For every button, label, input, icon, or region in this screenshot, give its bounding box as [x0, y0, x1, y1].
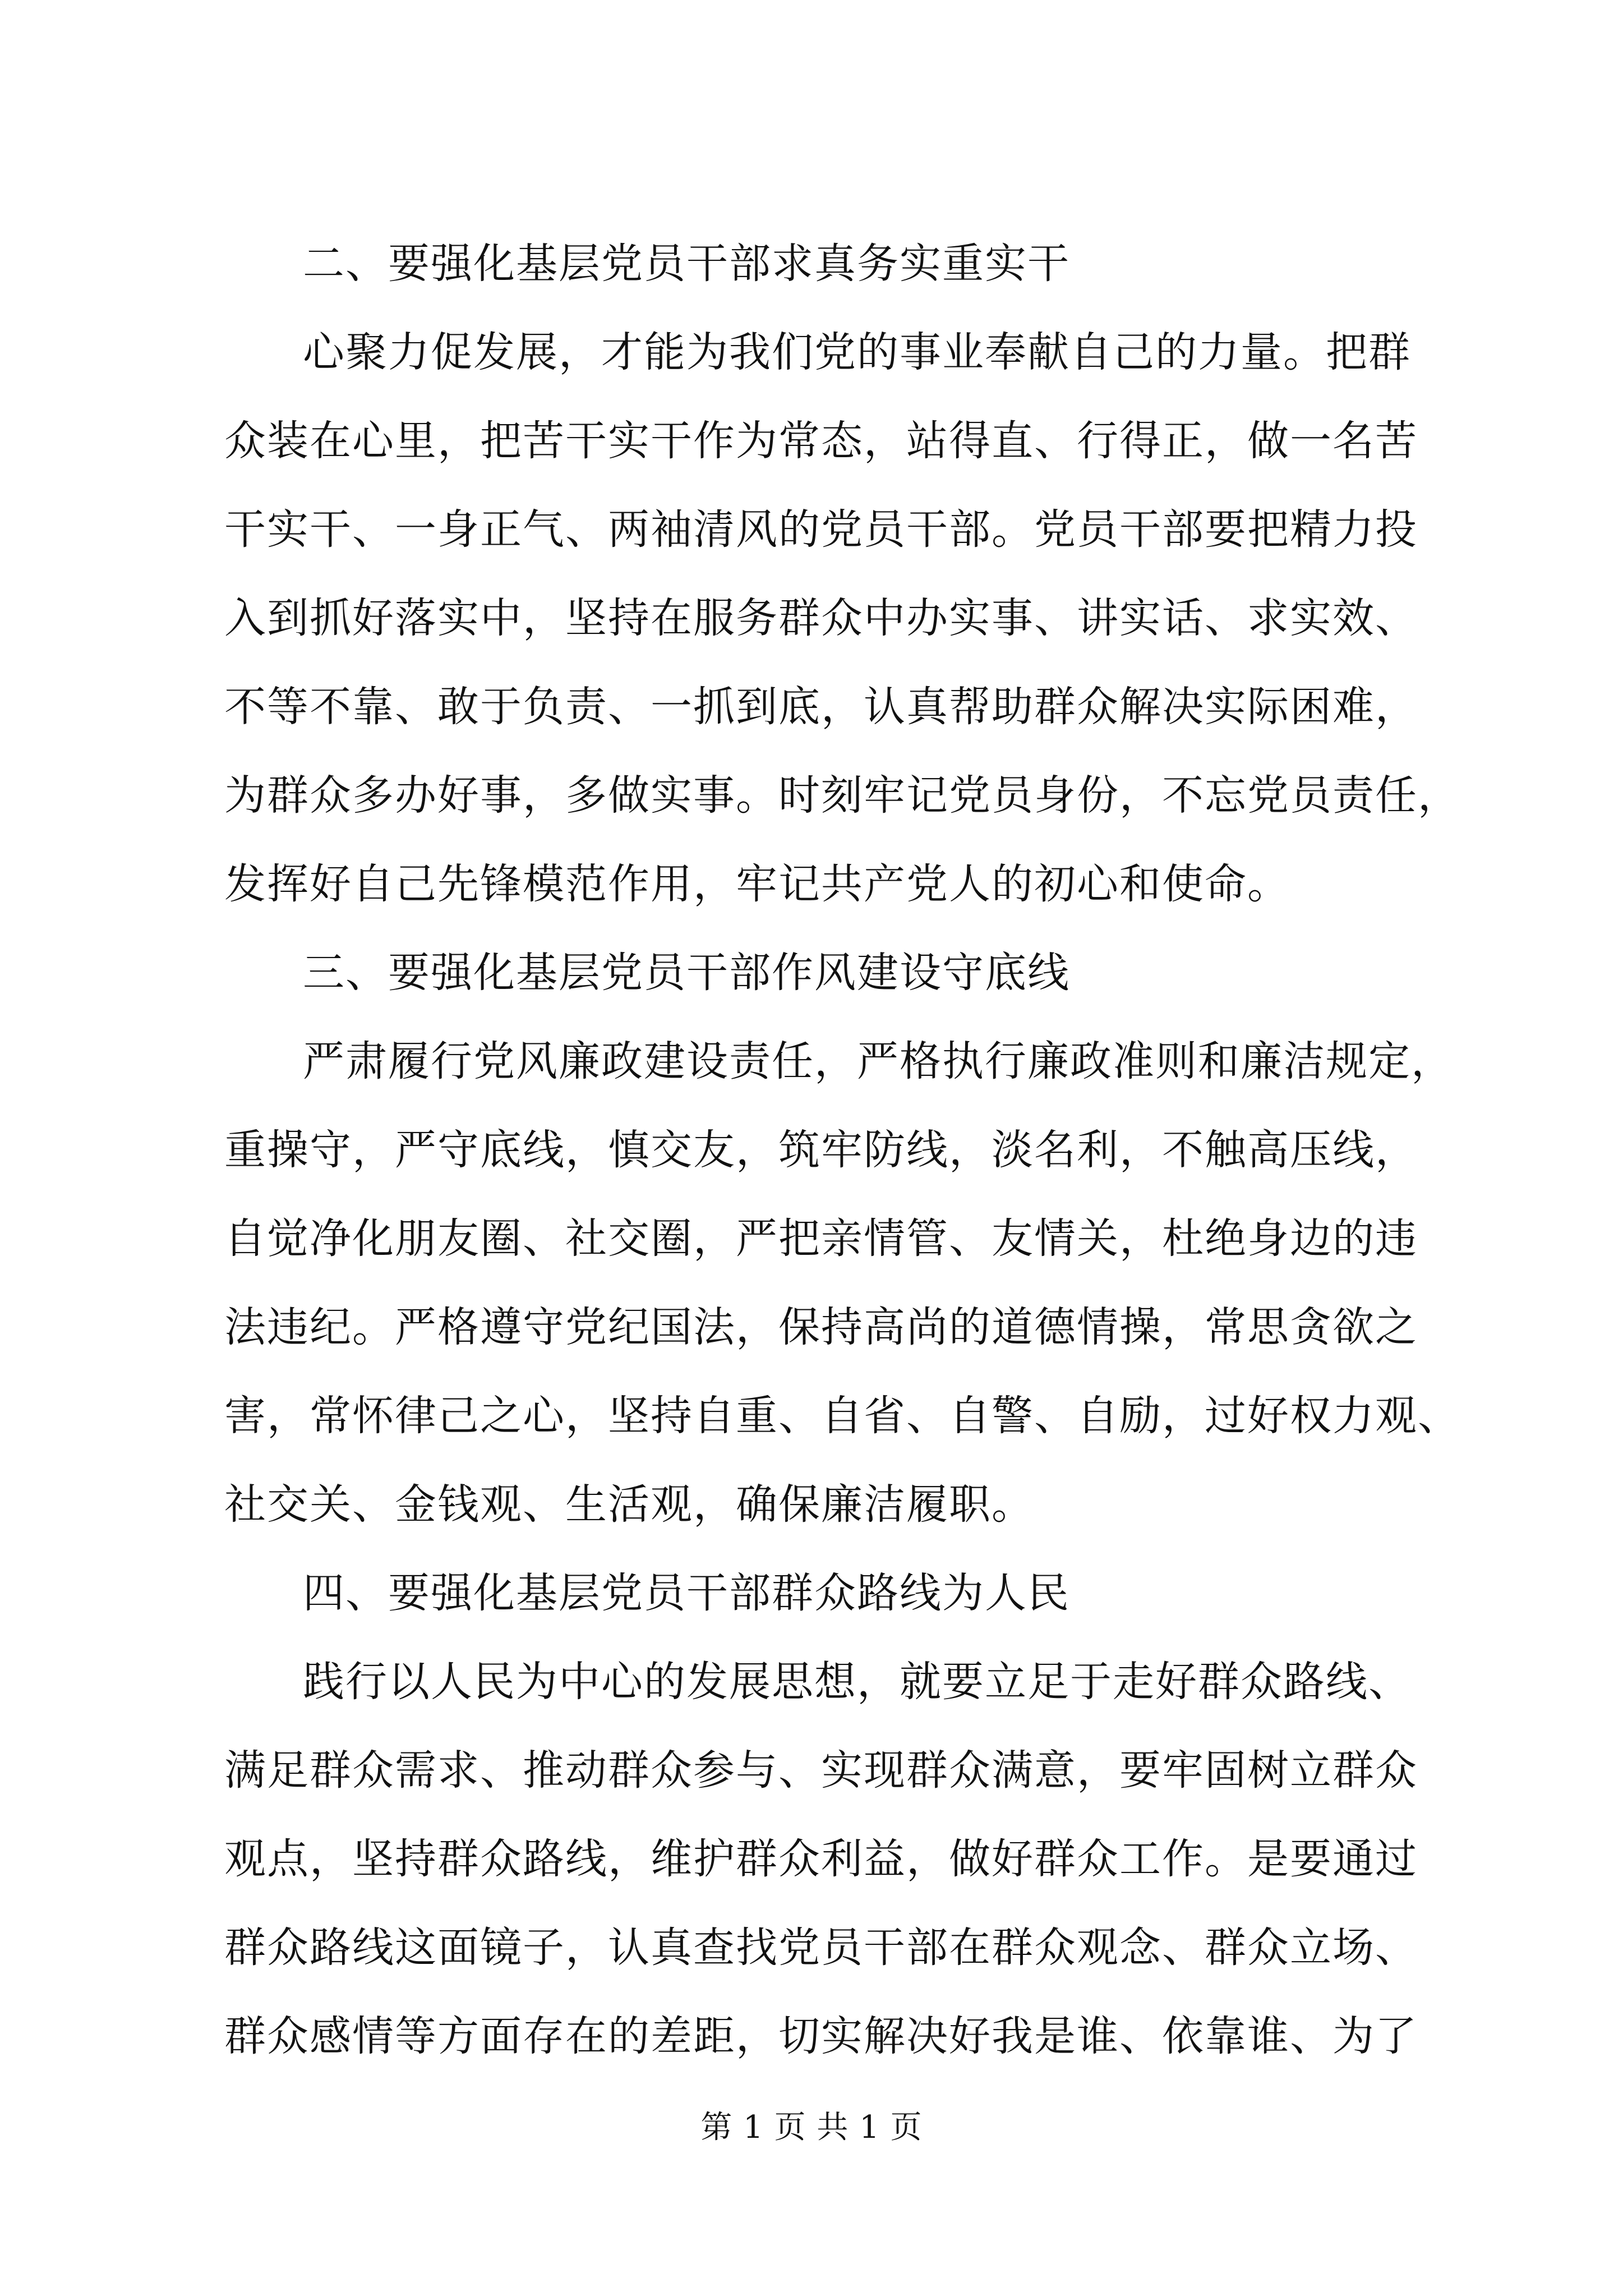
body-text-line: 群众感情等方面存在的差距，切实解决好我是谁、依靠谁、为了 [224, 2012, 1418, 2060]
body-text-line: 发挥好自己先锋模范作用，牢记共产党人的初心和使命。 [224, 860, 1290, 908]
body-text-line: 害，常怀律己之心，坚持自重、自省、自警、自励，过好权力观、 [224, 1392, 1460, 1440]
body-text-line: 满足群众需求、推动群众参与、实现群众满意，要牢固树立群众 [224, 1746, 1418, 1795]
section-heading: 四、要强化基层党员干部群众路线为人民 [303, 1569, 1070, 1617]
body-text-line: 重操守，严守底线，慎交友，筑牢防线，淡名利，不触高压线， [224, 1126, 1418, 1174]
section-heading: 二、要强化基层党员干部求真务实重实干 [303, 240, 1070, 288]
body-text-line: 干实干、一身正气、两袖清风的党员干部。党员干部要把精力投 [224, 505, 1418, 554]
body-text-line: 众装在心里，把苦干实干作为常态，站得直、行得正，做一名苦 [224, 417, 1418, 465]
body-text-line: 自觉净化朋友圈、社交圈，严把亲情管、友情关，杜绝身边的违 [224, 1214, 1418, 1263]
body-text-line: 观点，坚持群众路线，维护群众利益，做好群众工作。是要通过 [224, 1835, 1418, 1883]
body-text-line: 群众路线这面镜子，认真查找党员干部在群众观念、群众立场、 [224, 1924, 1418, 1972]
body-text-line: 严肃履行党风廉政建设责任，严格执行廉政准则和廉洁规定， [303, 1037, 1454, 1085]
body-text-line: 不等不靠、敢于负责、一抓到底，认真帮助群众解决实际困难， [224, 683, 1418, 731]
body-text-line: 为群众多办好事，多做实事。时刻牢记党员身份，不忘党员责任， [224, 771, 1460, 820]
page-footer: 第 1 页 共 1 页 [700, 2109, 923, 2146]
body-text-line: 社交关、金钱观、生活观，确保廉洁履职。 [224, 1480, 1034, 1529]
body-text-line: 入到抓好落实中，坚持在服务群众中办实事、讲实话、求实效、 [224, 594, 1418, 642]
body-text-line: 法违纪。严格遵守党纪国法，保持高尚的道德情操，常思贪欲之 [224, 1303, 1418, 1351]
section-heading: 三、要强化基层党员干部作风建设守底线 [303, 949, 1070, 997]
body-text-line: 践行以人民为中心的发展思想，就要立足于走好群众路线、 [303, 1658, 1411, 1706]
body-text-line: 心聚力促发展，才能为我们党的事业奉献自己的力量。把群 [303, 328, 1411, 376]
